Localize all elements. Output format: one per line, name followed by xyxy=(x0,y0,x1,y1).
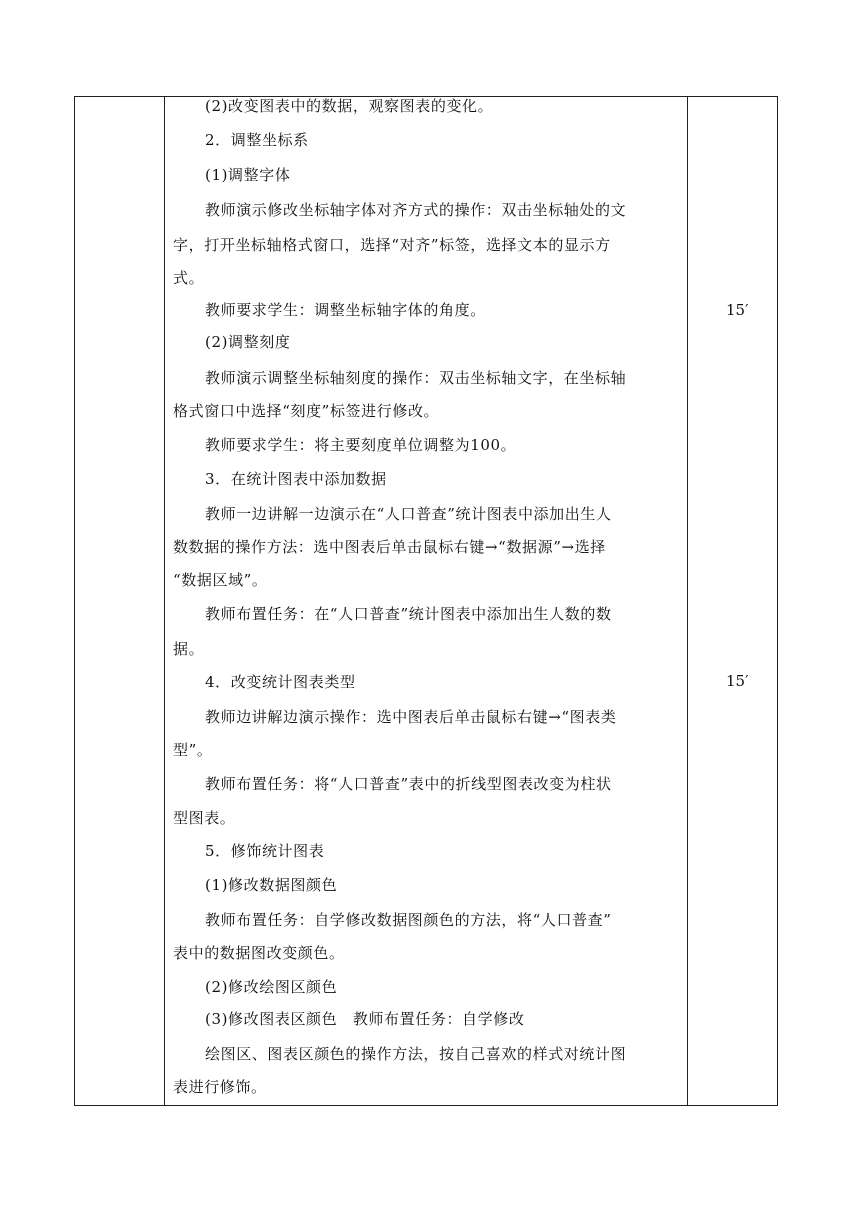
subheading: (1)修改数据图颜色 xyxy=(205,876,338,894)
time-allocation: 15′ xyxy=(726,301,749,319)
paragraph-line: 教师布置任务：将“人口普查”表中的折线型图表改变为柱状 xyxy=(205,775,612,793)
paragraph-line: 型图表。 xyxy=(173,809,236,827)
paragraph-line: 教师要求学生：将主要刻度单位调整为100。 xyxy=(205,436,517,454)
paragraph-line: 表进行修饰。 xyxy=(173,1078,267,1096)
paragraph-line: 数数据的操作方法：选中图表后单击鼠标右键→“数据源”→选择 xyxy=(173,538,606,556)
time-allocation: 15′ xyxy=(726,672,749,690)
paragraph-line: 教师演示调整坐标轴刻度的操作：双击坐标轴文字，在坐标轴 xyxy=(205,369,627,387)
column-divider-left xyxy=(164,97,165,1105)
paragraph-line: 教师边讲解边演示操作：选中图表后单击鼠标右键→“图表类 xyxy=(205,708,617,726)
paragraph-line: 教师要求学生：调整坐标轴字体的角度。 xyxy=(205,301,486,319)
paragraph-line: 字，打开坐标轴格式窗口，选择“对齐”标签，选择文本的显示方 xyxy=(173,236,611,254)
paragraph-line: 式。 xyxy=(173,269,205,287)
section-heading: 4．改变统计图表类型 xyxy=(205,673,356,691)
subheading: (1)调整字体 xyxy=(205,166,291,184)
column-divider-right xyxy=(687,97,688,1105)
paragraph-line: 教师一边讲解一边演示在“人口普查”统计图表中添加出生人 xyxy=(205,505,612,523)
paragraph-line: 表中的数据图改变颜色。 xyxy=(173,944,345,962)
paragraph-line: 教师布置任务：在“人口普查”统计图表中添加出生人数的数 xyxy=(205,605,612,623)
paragraph-line: (2)改变图表中的数据，观察图表的变化。 xyxy=(205,97,494,115)
paragraph-line: 据。 xyxy=(173,640,205,658)
paragraph-line: 型”。 xyxy=(173,741,213,759)
section-heading: 2．调整坐标系 xyxy=(205,131,309,149)
subheading: (3)修改图表区颜色 教师布置任务：自学修改 xyxy=(205,1010,525,1028)
subheading: (2)修改绘图区颜色 xyxy=(205,978,338,996)
paragraph-line: 教师布置任务：自学修改数据图颜色的方法，将“人口普查” xyxy=(205,911,612,929)
paragraph-line: “数据区域”。 xyxy=(173,571,268,589)
paragraph-line: 绘图区、图表区颜色的操作方法，按自己喜欢的样式对统计图 xyxy=(205,1045,627,1063)
section-heading: 3．在统计图表中添加数据 xyxy=(205,470,387,488)
paragraph-line: 教师演示修改坐标轴字体对齐方式的操作：双击坐标轴处的文 xyxy=(205,201,627,219)
section-heading: 5．修饰统计图表 xyxy=(205,842,325,860)
subheading: (2)调整刻度 xyxy=(205,333,291,351)
paragraph-line: 格式窗口中选择“刻度”标签进行修改。 xyxy=(173,402,440,420)
